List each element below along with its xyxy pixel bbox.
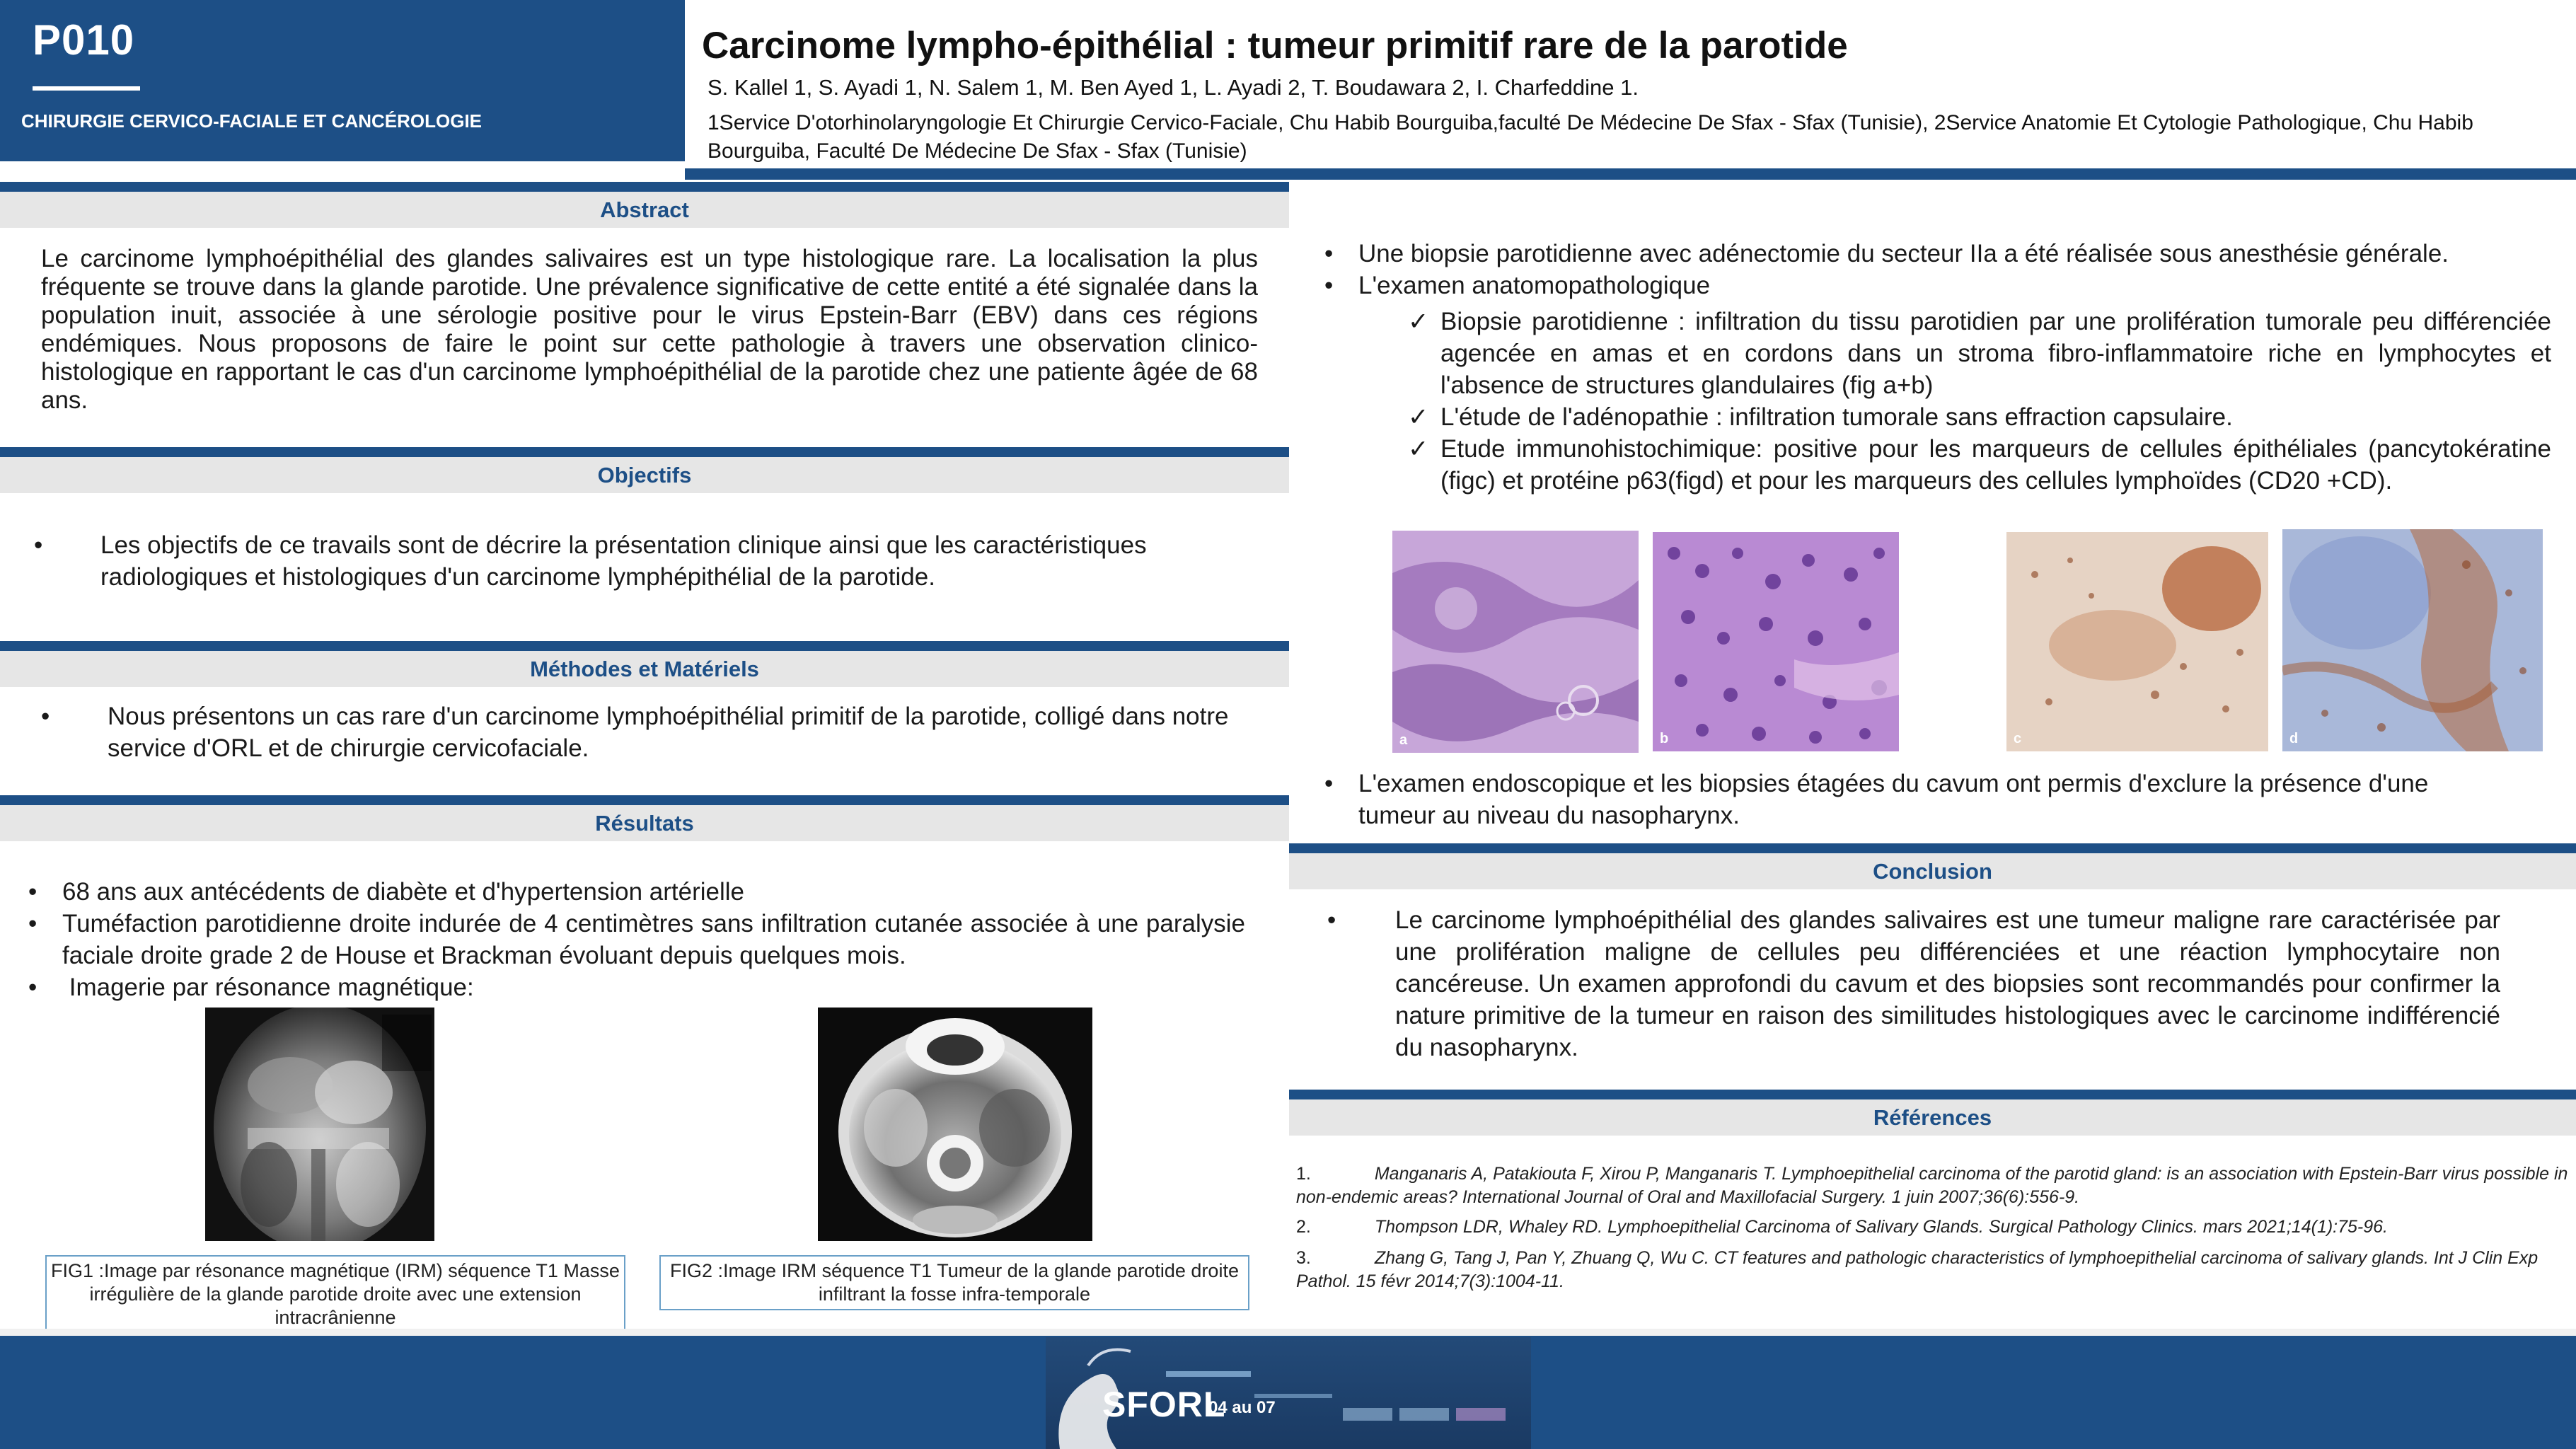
poster-title: Carcinome lympho-épithélial : tumeur primitif rare de la parotide	[702, 25, 1848, 67]
poster-id: P010	[33, 16, 135, 64]
check-icon: ✓	[1408, 308, 1429, 335]
poster-id-underline	[33, 86, 140, 91]
header-divider	[685, 168, 2576, 180]
figure-caption-fig2: FIG2 :Image IRM séquence T1 Tumeur de la glande parotide droite infiltrant la fosse infra-temporale	[659, 1255, 1249, 1310]
list-item: • Les objectifs de ce travails sont de décrire la présentation clinique ainsi que les caractéristiques radiologiques et histologiques d'un carcinome lymphépithélial de la parotide.	[34, 529, 1254, 593]
histology-label: a	[1399, 732, 1408, 748]
bullet-icon: •	[28, 878, 37, 906]
list-item: • Tuméfaction parotidienne droite indurée de 4 centimètres sans infiltration cutanée associée à une paralysie faciale droite grade 2 de House et Brackman évoluant depuis quelques mois.	[28, 908, 1245, 971]
check-icon: ✓	[1408, 435, 1429, 463]
bullet-icon: •	[1324, 770, 1334, 797]
abstract-text: Le carcinome lymphoépithélial des glandes salivaires est un type histologique rare. La localisation la plus fréquente se trouve dans la glande parotide. Une prévalence significative de cette entité a été signalée dans la population inuit, associée à une sérologie positive pour le virus Epstein-Barr (EBV) dans ces régions endémiques. Nous proposons de faire le point sur cette pathologie à travers une observation clinico-histologique en rapportant le cas d'un carcinome lymphoépithélial de la parotide chez une patiente âgée de 68 ans.	[41, 245, 1258, 414]
histology-label: b	[1660, 731, 1669, 746]
logo-text: SFORL	[1102, 1385, 1226, 1424]
list-item: • 68 ans aux antécédents de diabète et d'hypertension artérielle	[28, 876, 1245, 908]
section-heading-references: Références	[1289, 1090, 2576, 1136]
conclusion-text: • Le carcinome lymphoépithélial des glandes salivaires est une tumeur maligne rare caractérisée par une prolifération maligne de cellules peu différenciées et une réaction lymphocytaire non cancéreuse. Un examen approfondi du cavum et des biopsies sont recommandés pour confirmer la nature primitive de la tumeur en raison des similitudes histologiques avec le carcinome indifférencié du nasopharynx.	[1327, 904, 2500, 1063]
bullet-icon: •	[41, 703, 50, 730]
section-heading-conclusion: Conclusion	[1289, 843, 2576, 889]
histology-image-c	[2006, 532, 2268, 751]
histology-label: d	[2289, 731, 2299, 746]
poster-category: CHIRURGIE CERVICO-FACIALE ET CANCÉROLOGIE	[21, 110, 483, 132]
histology-image-d	[2282, 529, 2543, 751]
poster-affiliation: 1Service D'otorhinolaryngologie Et Chirurgie Cervico-Faciale, Chu Habib Bourguiba,faculté De Médecine De Sfax - Sfax (Tunisie), 2Service Anatomie Et Cytologie Pathologique, Chu Habib Bourguiba, Faculté De Médecine De Sfax - Sfax (Tunisie)	[707, 111, 2473, 163]
list-item: • Nous présentons un cas rare d'un carcinome lymphoépithélial primitif de la parotide, colligé dans notre service d'ORL et de chirurgie cervicofaciale.	[41, 700, 1244, 764]
section-heading-resultats: Résultats	[0, 795, 1289, 841]
check-item: ✓ Biopsie parotidienne : infiltration du tissu parotidien par une prolifération tumorale peu différenciée agencée en amas et en cordons dans un stroma fibro-inflammatoire riche en lymphocytes et l'absence de structures glandulaires (fig a+b)	[1408, 306, 2551, 401]
check-item: ✓ L'étude de l'adénopathie : infiltration tumorale sans effraction capsulaire.	[1408, 401, 2551, 433]
mri-coronal-image	[205, 1008, 434, 1241]
list-item: • L'examen endoscopique et les biopsies étagées du cavum ont permis d'exclure la présence d'une tumeur au niveau du nasopharynx.	[1324, 768, 2485, 831]
mri-axial-image	[818, 1008, 1092, 1241]
bullet-icon: •	[1327, 906, 1336, 934]
section-heading-abstract: Abstract	[0, 182, 1289, 228]
bullet-icon: •	[28, 974, 37, 1001]
section-heading-methodes: Méthodes et Matériels	[0, 641, 1289, 687]
histology-image-b	[1653, 532, 1899, 751]
check-item: ✓ Etude immunohistochimique: positive pour les marqueurs de cellules épithéliales (pancytokératine (figc) et protéine p63(figd) et pour les marqueurs des cellules lymphoïdes (CD20 +CD).	[1408, 433, 2551, 497]
logo-date: 04 au 07	[1208, 1398, 1276, 1417]
list-item: • Imagerie par résonance magnétique:	[28, 971, 1245, 1003]
bullet-icon: •	[34, 531, 43, 559]
histology-label: c	[2014, 731, 2022, 746]
histology-image-a	[1392, 531, 1639, 753]
list-item: • L'examen anatomopathologique	[1324, 270, 2541, 301]
reference-item: 2. Thompson LDR, Whaley RD. Lymphoepithelial Carcinoma of Salivary Glands. Surgical Pathology Clinics. mars 2021;14(1):75-96.	[1296, 1217, 2389, 1237]
figure-caption-fig1: FIG1 :Image par résonance magnétique (IRM) séquence T1 Masse irrégulière de la glande parotide droite avec une extension intracrânienne	[45, 1255, 625, 1331]
reference-item: 1. Manganaris A, Patakiouta F, Xirou P, Manganaris T. Lymphoepithelial carcinoma of the parotid gland: is an association with Epstein-Barr virus possible in non-endemic areas? International Journal of Oral and Maxillofacial Surgery. 1 juin 2007;36(6):556-9.	[1296, 1164, 2568, 1207]
bullet-icon: •	[1324, 240, 1334, 267]
bullet-icon: •	[28, 910, 37, 937]
conference-logo	[1046, 1337, 1531, 1449]
reference-item: 3. Zhang G, Tang J, Pan Y, Zhuang Q, Wu C. CT features and pathologic characteristics of lymphoepithelial carcinoma of salivary glands. Int J Clin Exp Pathol. 15 févr 2014;7(3):1004-11.	[1296, 1248, 2539, 1291]
poster-authors: S. Kallel 1, S. Ayadi 1, N. Salem 1, M. Ben Ayed 1, L. Ayadi 2, T. Boudawara 2, I. Charfeddine 1.	[707, 75, 1639, 100]
bullet-icon: •	[1324, 272, 1334, 299]
section-heading-objectifs: Objectifs	[0, 447, 1289, 493]
list-item: • Une biopsie parotidienne avec adénectomie du secteur IIa a été réalisée sous anesthésie générale.	[1324, 238, 2541, 270]
check-icon: ✓	[1408, 403, 1429, 431]
footer-top-rule	[0, 1329, 2576, 1336]
